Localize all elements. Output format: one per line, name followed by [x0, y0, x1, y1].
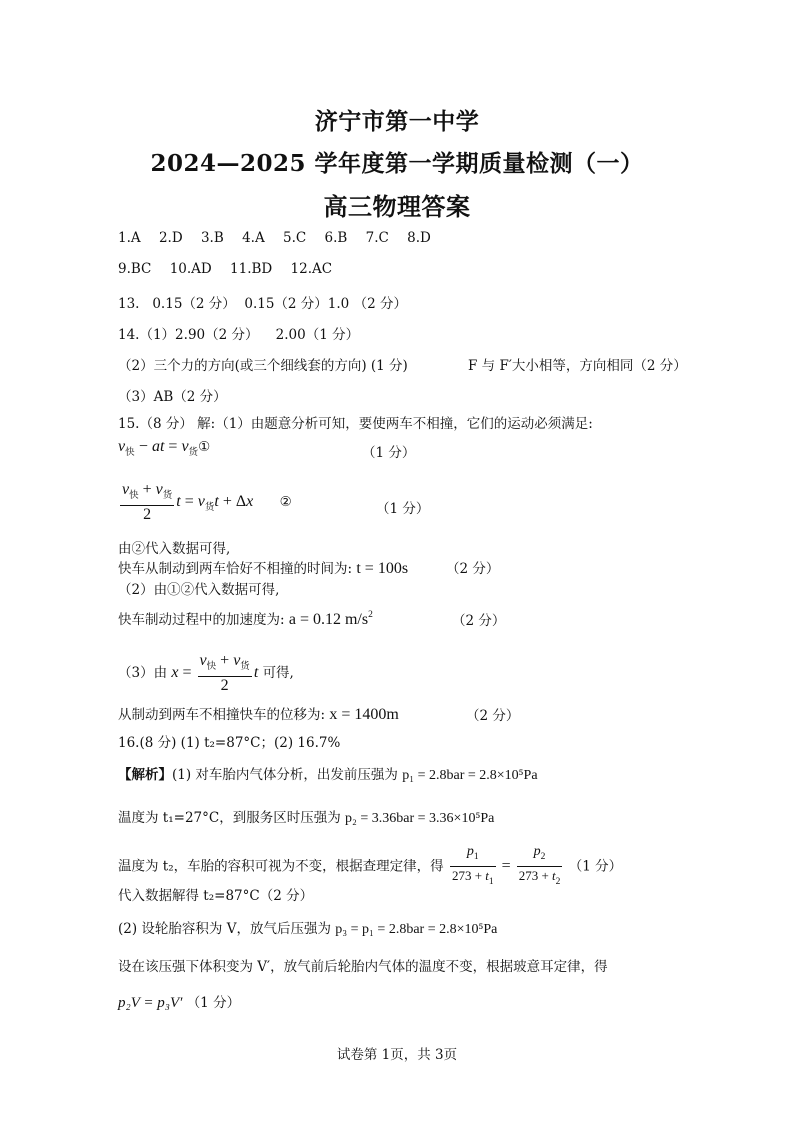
choice-answer: 12.AC	[290, 261, 333, 277]
q15-equation-1: $v_快$ − at = $v_货①$	[118, 438, 211, 458]
q14-line2a: （2）三个力的方向(或三个细线套的方向) (1 分)	[118, 358, 408, 374]
choice-answer: 11.BD	[230, 261, 273, 277]
q16-analysis-1	[118, 763, 538, 784]
q14-line3: （3）AB（2 分）	[118, 389, 227, 405]
subscript: 货	[204, 503, 215, 513]
q15-accel-value: a = 0.12 m/s	[288, 611, 369, 628]
subscript: 货	[188, 448, 199, 458]
eq-marker: ②	[279, 494, 292, 510]
subscript: 货	[240, 662, 250, 672]
q13-answer: 13. 0.15（2 分） 0.15（2 分）1.0 （2 分）	[118, 296, 407, 312]
term-title: 2024—2025 学年度第一学期质量检测（一）	[150, 150, 644, 177]
school-title: 济宁市第一中学	[314, 108, 480, 135]
q15-disp-value: x = 1400m	[329, 706, 399, 723]
q15-part3-pre: （3）由	[118, 665, 168, 681]
q15-time-value: t = 100s	[356, 560, 409, 577]
q15-step2-score: （2 分）	[446, 561, 500, 577]
q15-accel: 快车制动过程中的加速度为: a = 0.12 $m/s^2$	[118, 610, 373, 628]
page-footer: 试卷第 1页，共 3页	[336, 1047, 458, 1063]
q15-disp-text: 从制动到两车不相撞快车的位移为:	[118, 707, 326, 723]
choice-answer: 6.B	[324, 230, 348, 246]
q16-analysis-7	[118, 991, 240, 1012]
q14-line2b: F 与 F′大小相等，方向相同（2 分）	[468, 358, 687, 374]
choice-answer: 3.B	[200, 230, 224, 246]
q16-analysis-5	[118, 917, 497, 938]
q16-head: 16.(8 分) (1) t₂=87°C；(2) 16.7%	[118, 735, 341, 751]
q15-step1: 由②代入数据可得,	[118, 541, 231, 557]
choice-answer: 2.D	[158, 230, 183, 246]
q15-eq1-score: （1 分）	[362, 445, 416, 461]
q16-a1-equation: p₁ = 2.8bar = 2.8×10⁵Pa	[402, 768, 538, 783]
q16-analysis-3: 温度为 t₂，车胎的容积可视为不变，根据查理定律，得 $\frac{p_1}{273 + t_1}$ = $\frac{p_2}{273 + t_2}$ （1 分）	[118, 844, 623, 887]
q15-step2	[118, 557, 408, 578]
subscript: 快	[129, 491, 139, 501]
q16-a5-equation: p₃ = p₁ = 2.8bar = 2.8×10⁵Pa	[335, 922, 498, 937]
q14-line1: 14.（1）2.90（2 分） 2.00（1 分）	[118, 327, 360, 343]
eq-marker: ①	[198, 439, 211, 455]
q15-intro: 15.（8 分） 解:（1）由题意分析可知，要使两车不相撞，它们的运动必须满足:	[118, 416, 593, 432]
q15-step2-text: 快车从制动到两车恰好不相撞的时间为:	[118, 561, 353, 577]
q15-disp-score: （2 分）	[466, 708, 520, 724]
q16-a1-text: (1) 对车胎内气体分析，出发前压强为	[172, 767, 398, 783]
q16-a5-text: (2) 设轮胎容积为 V，放气后压强为	[118, 921, 331, 937]
subscript: 货	[162, 491, 173, 501]
choice-answer: 10.AD	[169, 261, 212, 277]
q16-analysis-2	[118, 806, 494, 827]
q16-analysis-4: 代入数据解得 t₂=87°C（2 分）	[118, 888, 314, 904]
q16-a7-score: （1 分）	[186, 995, 241, 1011]
choice-answer: 7.C	[365, 230, 389, 246]
q15-displacement	[118, 703, 399, 724]
q16-a2-text: 温度为 t₁=27°C，到服务区时压强为	[118, 810, 341, 826]
q15-part3-post: 可得,	[262, 665, 294, 681]
q16-a3-score: （1 分）	[568, 858, 623, 875]
q15-part2: （2）由①②代入数据可得,	[118, 582, 280, 598]
choice-answers-row1	[118, 230, 431, 246]
q15-eq2-score: （1 分）	[376, 501, 430, 517]
q16-a3-text: 温度为 t₂，车胎的容积可视为不变，根据查理定律，得	[118, 858, 444, 875]
choice-answer: 8.D	[407, 230, 431, 246]
choice-answer: 4.A	[242, 230, 265, 246]
subscript: 快	[125, 448, 135, 458]
q16-a7-equation: p₂V = p₃V′	[118, 995, 183, 1011]
subscript: 快	[206, 662, 217, 672]
q15-accel-score: （2 分）	[452, 613, 506, 629]
q16-a2-equation: p₂ = 3.36bar = 3.36×10⁵Pa	[345, 811, 495, 826]
choice-answer: 5.C	[283, 230, 307, 246]
analysis-label: 【解析】	[118, 767, 172, 783]
q15-accel-text: 快车制动过程中的加速度为:	[118, 612, 285, 628]
choice-answer: 1.A	[118, 230, 141, 246]
choice-answers-row2	[118, 261, 332, 277]
q15-equation-2: $\frac{v_快 + v_货}{2}$ $t = v_货t + \Delta x$ ②	[122, 481, 292, 523]
q16-analysis-6: 设在该压强下体积变为 V′，放气前后轮胎内气体的温度不变，根据玻意耳定律，得	[118, 959, 608, 975]
q15-part3: （3）由 x = $\frac{v_快 + v_货}{2}$ t 可得,	[118, 652, 294, 694]
choice-answer: 9.BC	[118, 261, 152, 277]
subject-title: 高三物理答案	[323, 192, 471, 221]
